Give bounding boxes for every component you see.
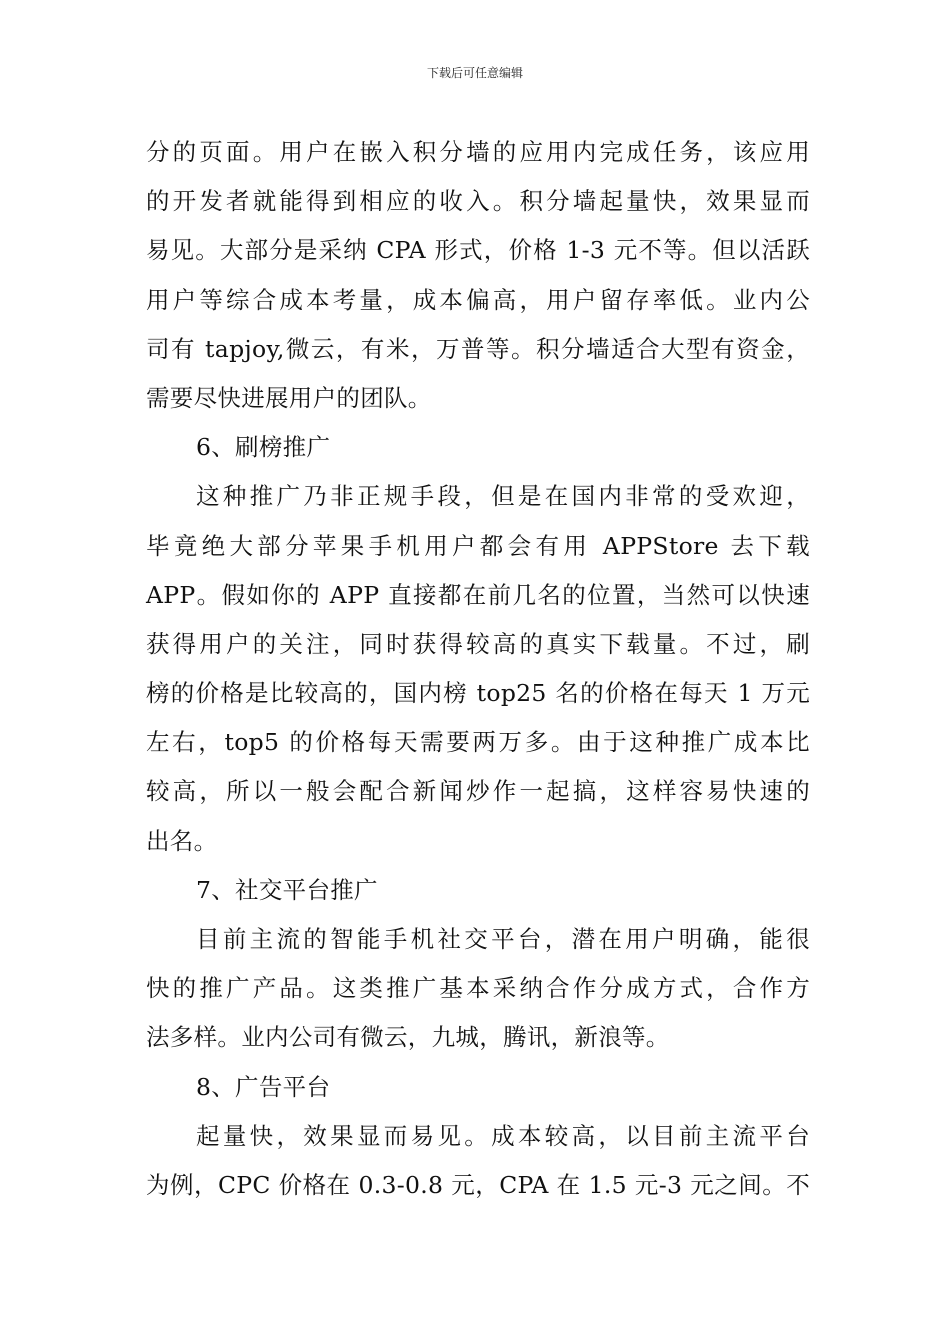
section-heading-7: 7、社交平台推广 — [196, 875, 378, 904]
text-line: 左右，top5 的价格每天需要两万多。由于这种推广成本比 — [146, 728, 810, 757]
text-line: 获得用户的关注，同时获得较高的真实下载量。不过，刷 — [146, 629, 810, 658]
text-line: 用户等综合成本考量，成本偏高，用户留存率低。业内公 — [146, 285, 810, 314]
page-header: 下载后可任意编辑 — [426, 66, 523, 80]
body-text — [146, 128, 810, 1210]
text-line: 毕竟绝大部分苹果手机用户都会有用 APPStore 去下载 — [146, 531, 810, 560]
text-line: 司有 tapjoy,微云，有米，万普等。积分墙适合大型有资金， — [146, 334, 810, 363]
text-line: 需要尽快进展用户的团队。 — [146, 383, 432, 412]
text-line: 这种推广乃非正规手段，但是在国内非常的受欢迎， — [196, 482, 810, 511]
text-line: 起量快，效果显而易见。成本较高，以目前主流平台 — [196, 1121, 810, 1150]
text-line: 易见。大部分是采纳 CPA 形式，价格 1-3 元不等。但以活跃 — [146, 236, 810, 265]
section-heading-8: 8、广告平台 — [196, 1072, 331, 1101]
text-line: APP。假如你的 APP 直接都在前几名的位置，当然可以快速 — [146, 580, 810, 609]
text-line: 法多样。业内公司有微云，九城，腾讯，新浪等。 — [146, 1023, 670, 1052]
text-line: 快的推广产品。这类推广基本采纳合作分成方式，合作方 — [146, 974, 810, 1003]
text-line: 较高，所以一般会配合新闻炒作一起搞，这样容易快速的 — [146, 777, 810, 806]
text-line: 分的页面。用户在嵌入积分墙的应用内完成任务，该应用 — [146, 138, 810, 166]
text-line: 出名。 — [146, 826, 218, 855]
text-line: 目前主流的智能手机社交平台，潜在用户明确，能很 — [196, 925, 810, 953]
text-line: 的开发者就能得到相应的收入。积分墙起量快，效果显而 — [146, 187, 810, 216]
section-heading-6: 6、刷榜推广 — [196, 433, 331, 462]
text-line: 榜的价格是比较高的，国内榜 top25 名的价格在每天 1 万元 — [146, 679, 810, 708]
text-line: 为例，CPC 价格在 0.3-0.8 元，CPA 在 1.5 元-3 元之间。不 — [146, 1170, 810, 1199]
